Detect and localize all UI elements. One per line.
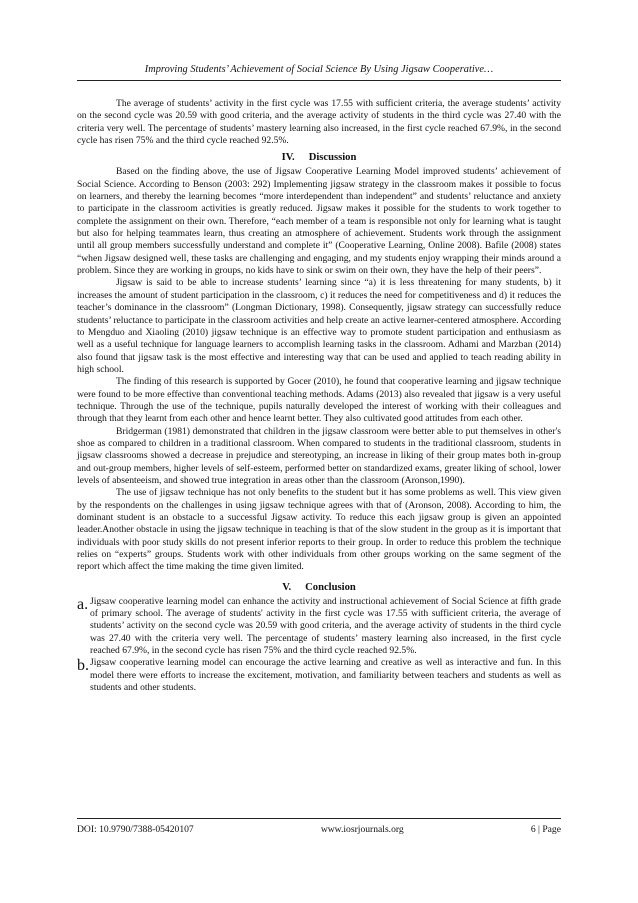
- page-footer: [77, 824, 561, 835]
- conclusion-item-label: a.: [77, 595, 89, 613]
- discussion-paragraph: Bridgerman (1981) demonstrated that children in the jigsaw classroom were better able to put themselves in other's shoe as compared to children in a traditional classroom. When compared to students in the traditional classroom, students in jigsaw classrooms showed a decrease in prejudice and stereotyping, an increase in liking of their group mates both in-group and out-group members, higher levels of self-esteem, performed better on standardized exams, greater liking of school, lower levels of absenteeism, and showed true integration in areas other than the classroom (Aronson,1990).: [77, 425, 561, 486]
- discussion-heading: [77, 152, 561, 163]
- conclusion-item-text: Jigsaw cooperative learning model can enhance the activity and instructional achievement of Social Science at fifth grade of primary school. The average of students' activity in the first cycle was 17.55 with sufficient criteria, the average of students’ activity on the second cycle was 20.59 with good criteria, and the average activity of students in the third cycle was 27.40 with the criteria very well. The percentage of students’ mastery learning also increased, in the first cycle reached 67.9%, in the second cycle has risen 75% and the third cycle reached 92.5%.: [90, 595, 561, 657]
- header-rule: [77, 80, 561, 81]
- conclusion-item: [77, 657, 561, 694]
- discussion-paragraph: Jigsaw is said to be able to increase students’ learning since “a) it is less threatening for many students, b) it increases the amount of student participation in the classroom, c) it reduces the need for competitiveness and d) it reduces the teacher’s dominance in the classroom” (Longman Dictionary, 1998). Consequently, jigsaw strategy can successfully reduce students’ reluctance to participate in the classroom activities and help create an active learner-centered atmosphere. According to Mengduo and Xiaoling (2010) jigsaw technique is an effective way to promote student participation and enthusiasm as well as a useful technique for language learners to accomplish learning tasks in the classroom. Adhami and Marzban (2014) also found that jigsaw task is the most effective and interesting way that can be used and applied to teach reading ability in high school.: [77, 277, 561, 375]
- discussion-paragraph: The finding of this research is supported by Gocer (2010), he found that cooperative learning and jigsaw technique were found to be more effective than conventional teaching methods. Adams (2013) also revealed that jigsaw is a very useful technique. Through the use of the technique, pupils naturally developed the interest of working with their colleagues and through that they learnt from each other and hence learnt better. They also cultivated good attitudes from each other.: [77, 376, 561, 425]
- footer-website: www.iosrjournals.org: [320, 824, 404, 835]
- discussion-paragraph: The use of jigsaw technique has not only benefits to the student but it has some problems as well. This view given by the respondents on the challenges in using jigsaw technique agrees with that of (Aronson, 2008). According to him, the dominant student is an obstacle to a successful Jigsaw activity. To reduce this each jigsaw group is given an appointed leader.Another obstacle in using the jigsaw technique in teaching is that of the slow student in the group as it is important that individuals with poor study skills do not present inferior reports to their group. In order to reduce this problem the technique relies on “experts” groups. Students work with other individuals from other groups working on the same segment of the report which affect the time making the time given limited.: [77, 487, 561, 573]
- conclusion-title: Conclusion: [305, 581, 356, 593]
- footer-rule: [77, 818, 561, 819]
- conclusion-item-label: b.: [77, 657, 89, 675]
- discussion-paragraph: Based on the finding above, the use of Jigsaw Cooperative Learning Model improved students’ achievement of Social Science. According to Benson (2003: 292) Implementing jigsaw strategy in the classroom makes it possible to focus on learners, and thereby the learning becomes “more interdependent than independent” and students’ reluctance and anxiety to participate in the classroom activities is greatly reduced. Jigsaw makes it possible for the students to work together to complete the assignment on their own. Therefore, “each member of a team is responsible not only for learning what is taught but also for helping teammates learn, thus creating an atmosphere of achievement. Students work through the assignment until all group members successfully understand and complete it” (Cooperative Learning, Online 2008). Bafile (2008) states “when Jigsaw designed well, these tasks are challenging and engaging, and my students enjoy wrapping their minds around a problem. Since they are working in groups, no kids have to sink or swim on their own, they have the help of their peers”.: [77, 166, 561, 277]
- conclusion-heading: [77, 582, 561, 593]
- intro-paragraph: The average of students’ activity in the first cycle was 17.55 with sufficient criteria, the average students’ activity on the second cycle was 20.59 with good criteria, and the average activity of students in the third cycle was 27.40 with the criteria very well. The percentage of students’ mastery learning also increased, in the first cycle reached 67.9%, in the second cycle has risen 75% and the third cycle reached 92.5%.: [77, 98, 561, 147]
- conclusion-item: [77, 596, 561, 658]
- footer-doi: DOI: 10.9790/7388-05420107: [77, 824, 194, 835]
- discussion-number: IV.: [281, 152, 295, 164]
- conclusion-item-text: Jigsaw cooperative learning model can encourage the active learning and creative as well as interactive and fun. In this model there were efforts to increase the excitement, motivation, and familiarity between teachers and students as well as students and other students.: [90, 657, 561, 694]
- discussion-title: Discussion: [308, 152, 357, 164]
- page-body: [77, 98, 561, 694]
- footer-page-number: 6 | Page: [530, 824, 561, 835]
- running-head: Improving Students’ Achievement of Social Science By Using Jigsaw Cooperative…: [144, 64, 494, 75]
- conclusion-number: V.: [282, 581, 292, 593]
